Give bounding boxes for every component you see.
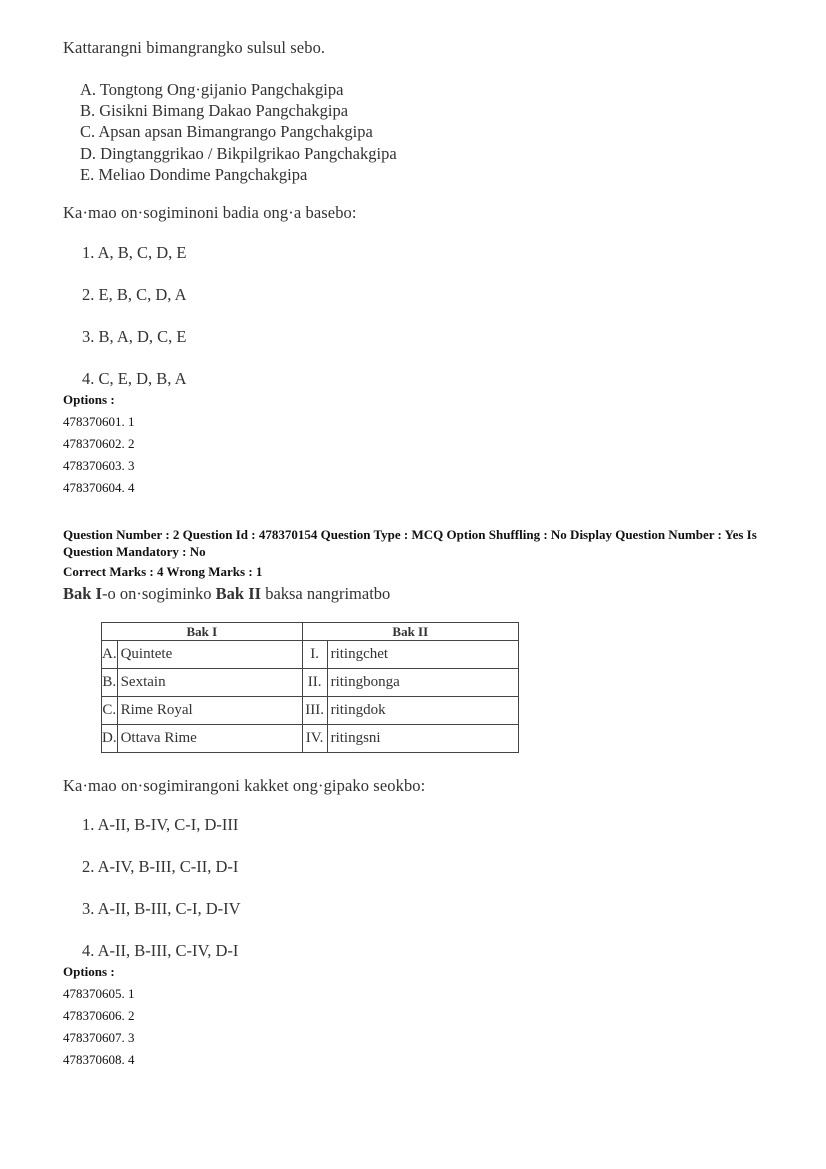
- heading-bak-i: Bak I: [63, 584, 102, 603]
- question2-heading: [63, 584, 390, 604]
- row-roman: I.: [302, 641, 327, 669]
- heading-text-2: baksa nangrimatbo: [261, 584, 391, 603]
- row-roman: IV.: [302, 725, 327, 753]
- question2-option-2: 478370606. 2: [63, 1008, 135, 1023]
- row-item: Ottava Rime: [117, 725, 302, 753]
- question1-answer-4: 4. C, E, D, B, A: [82, 369, 187, 388]
- row-letter: C.: [102, 697, 118, 725]
- question1-options-label: Options :: [63, 392, 115, 407]
- row-match: ritingsni: [327, 725, 518, 753]
- table-row: [102, 725, 519, 753]
- table-row: [102, 697, 519, 725]
- question1-answer-3: 3. B, A, D, C, E: [82, 327, 187, 346]
- row-match: ritingchet: [327, 641, 518, 669]
- question2-answer-4: 4. A-II, B-III, C-IV, D-I: [82, 941, 239, 960]
- question2-meta: Question Number : 2 Question Id : 478370154 Question Type : MCQ Option Shuffling : No Display Question Number : Yes Is Question Mandatory : No: [63, 527, 757, 559]
- question1-choice-d: D. Dingtanggrikao / Bikpilgrikao Pangchakgipa: [80, 144, 397, 163]
- row-item: Quintete: [117, 641, 302, 669]
- question1-answer-2: 2. E, B, C, D, A: [82, 285, 187, 304]
- question1-option-2: 478370602. 2: [63, 436, 135, 451]
- question2-prompt: Ka·mao on·sogimirangoni kakket ong·gipako seokbo:: [63, 776, 426, 795]
- question1-choice-c: C. Apsan apsan Bimangrango Pangchakgipa: [80, 122, 373, 141]
- table-header-row: [102, 623, 519, 641]
- row-letter: B.: [102, 669, 118, 697]
- question2-option-3: 478370607. 3: [63, 1030, 135, 1045]
- table-row: [102, 669, 519, 697]
- question1-choice-b: B. Gisikni Bimang Dakao Pangchakgipa: [80, 101, 349, 120]
- question2-option-1: 478370605. 1: [63, 986, 135, 1001]
- table-row: [102, 641, 519, 669]
- row-match: ritingdok: [327, 697, 518, 725]
- question2-options-label: Options :: [63, 964, 115, 979]
- table-header-right: Bak II: [302, 623, 518, 641]
- question1-answer-1: 1. A, B, C, D, E: [82, 243, 187, 262]
- question1-stem: Kattarangni bimangrangko sulsul sebo.: [63, 38, 326, 57]
- question1-choice-a: A. Tongtong Ong·gijanio Pangchakgipa: [80, 80, 344, 99]
- match-table: [101, 622, 519, 753]
- question2-answer-1: 1. A-II, B-IV, C-I, D-III: [82, 815, 239, 834]
- row-item: Sextain: [117, 669, 302, 697]
- question1-choice-e: E. Meliao Dondime Pangchakgipa: [80, 165, 308, 184]
- row-letter: A.: [102, 641, 118, 669]
- row-item: Rime Royal: [117, 697, 302, 725]
- heading-text-1: -o on·sogiminko: [101, 584, 216, 603]
- question1-option-3: 478370603. 3: [63, 458, 135, 473]
- question1-option-1: 478370601. 1: [63, 414, 135, 429]
- row-roman: III.: [302, 697, 327, 725]
- question2-answer-3: 3. A-II, B-III, C-I, D-IV: [82, 899, 241, 918]
- question2-answer-2: 2. A-IV, B-III, C-II, D-I: [82, 857, 239, 876]
- table-header-left: Bak I: [102, 623, 303, 641]
- row-letter: D.: [102, 725, 118, 753]
- question1-prompt: Ka·mao on·sogiminoni badia ong·a basebo:: [63, 203, 357, 222]
- question2-option-4: 478370608. 4: [63, 1052, 135, 1067]
- row-roman: II.: [302, 669, 327, 697]
- question2-marks: Correct Marks : 4 Wrong Marks : 1: [63, 564, 263, 579]
- row-match: ritingbonga: [327, 669, 518, 697]
- heading-bak-ii: Bak II: [215, 584, 262, 603]
- question1-option-4: 478370604. 4: [63, 480, 135, 495]
